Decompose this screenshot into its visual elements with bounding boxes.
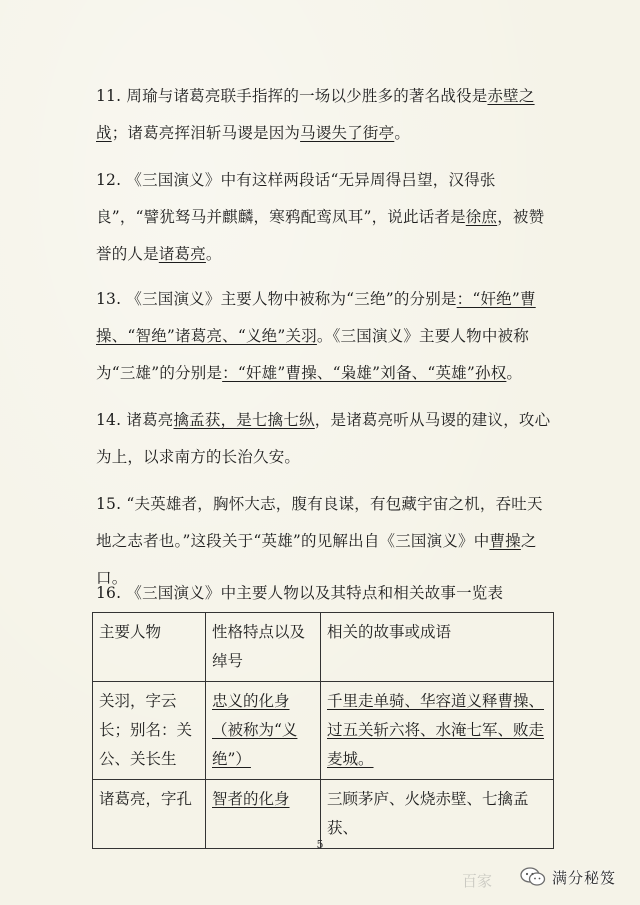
q12-text-a: 12. 《三国演义》中有这样两段话“无异周得吕望，汉得张良”，“譬犹驽马并麒麟，寒鸦配鸾凤耳”，说此话者是 <box>96 171 496 226</box>
table-header-row <box>93 613 554 682</box>
q12-text-c: 。 <box>205 245 222 263</box>
page-number: 5 <box>316 838 324 851</box>
q13-text-c: 。 <box>506 364 523 382</box>
q14-text-b: ，是诸葛亮听从马谡的建议，攻心为上，以求南方的长治久安。 <box>96 411 551 466</box>
wechat-icon <box>520 866 546 888</box>
q15-text-b: 之口。 <box>96 532 537 587</box>
q13-text-a: 13. 《三国演义》主要人物中被称为“三绝”的分别是 <box>96 290 457 308</box>
q15-answer: 曹操 <box>489 532 521 550</box>
q13-answer-1: ：“奸绝”曹操、“智绝”诸葛亮、“义绝”关羽 <box>96 290 536 345</box>
question-16-title: 16. 《三国演义》中主要人物以及其特点和相关故事一览表 <box>96 584 504 602</box>
q12-text-b: ，被赞誉的人是 <box>96 208 545 263</box>
header-cell-person: 主要人物 <box>93 613 206 682</box>
character-table <box>92 612 554 849</box>
header-cell-story: 相关的故事或成语 <box>321 613 554 682</box>
q13-text-b: 。《三国演义》主要人物中被称为“三雄”的分别是 <box>96 327 529 382</box>
question-11 <box>96 78 551 152</box>
cell-story-answer: 千里走单骑、华容道义释曹操、过五关斩六将、水淹七军、败走麦城。 <box>327 692 545 768</box>
q11-answer-2: 马谡失了街亭 <box>300 124 395 142</box>
cell-person: 诸葛亮，字孔 <box>93 780 206 849</box>
cell-person: 关羽，字云长；别名：关公、关长生 <box>93 682 206 780</box>
q14-text-a: 14. 诸葛亮 <box>96 411 174 429</box>
question-14 <box>96 402 551 476</box>
cell-trait <box>206 682 321 780</box>
q12-answer-2: 诸葛亮 <box>158 245 206 263</box>
cell-trait-answer: 智者的化身 <box>212 790 290 808</box>
q11-text-a: 11. 周瑜与诸葛亮联手指挥的一场以少胜多的著名战役是 <box>96 87 488 105</box>
watermark-text: 满分秘笈 <box>552 868 617 887</box>
question-12 <box>96 162 551 273</box>
table-row <box>93 682 554 780</box>
question-13 <box>96 281 551 392</box>
cell-trait-answer: 忠义的化身（被称为“义绝”） <box>212 692 298 768</box>
header-cell-trait: 性格特点以及绰号 <box>206 613 321 682</box>
q11-text-c: 。 <box>394 124 411 142</box>
cell-story: 三顾茅庐、火烧赤壁、七擒孟获、 <box>321 780 554 849</box>
q11-text-b: ；诸葛亮挥泪斩马谡是因为 <box>111 124 301 142</box>
q15-text-a: 15. “夫英雄者，胸怀大志，腹有良谋，有包藏宇宙之机，吞吐天地之志者也。”这段关于“英雄”的见解出自《三国演义》中 <box>96 495 543 550</box>
q14-answer: 擒孟获，是七擒七纵 <box>173 411 315 429</box>
watermark <box>520 860 638 894</box>
watermark-left-text: 百家 <box>462 872 493 890</box>
q11-answer-1: 赤壁之战 <box>96 87 535 142</box>
q13-answer-2: ：“奸雄”曹操、“枭雄”刘备、“英雄”孙权 <box>222 364 507 382</box>
q12-answer-1: 徐庶 <box>465 208 498 226</box>
cell-story <box>321 682 554 780</box>
